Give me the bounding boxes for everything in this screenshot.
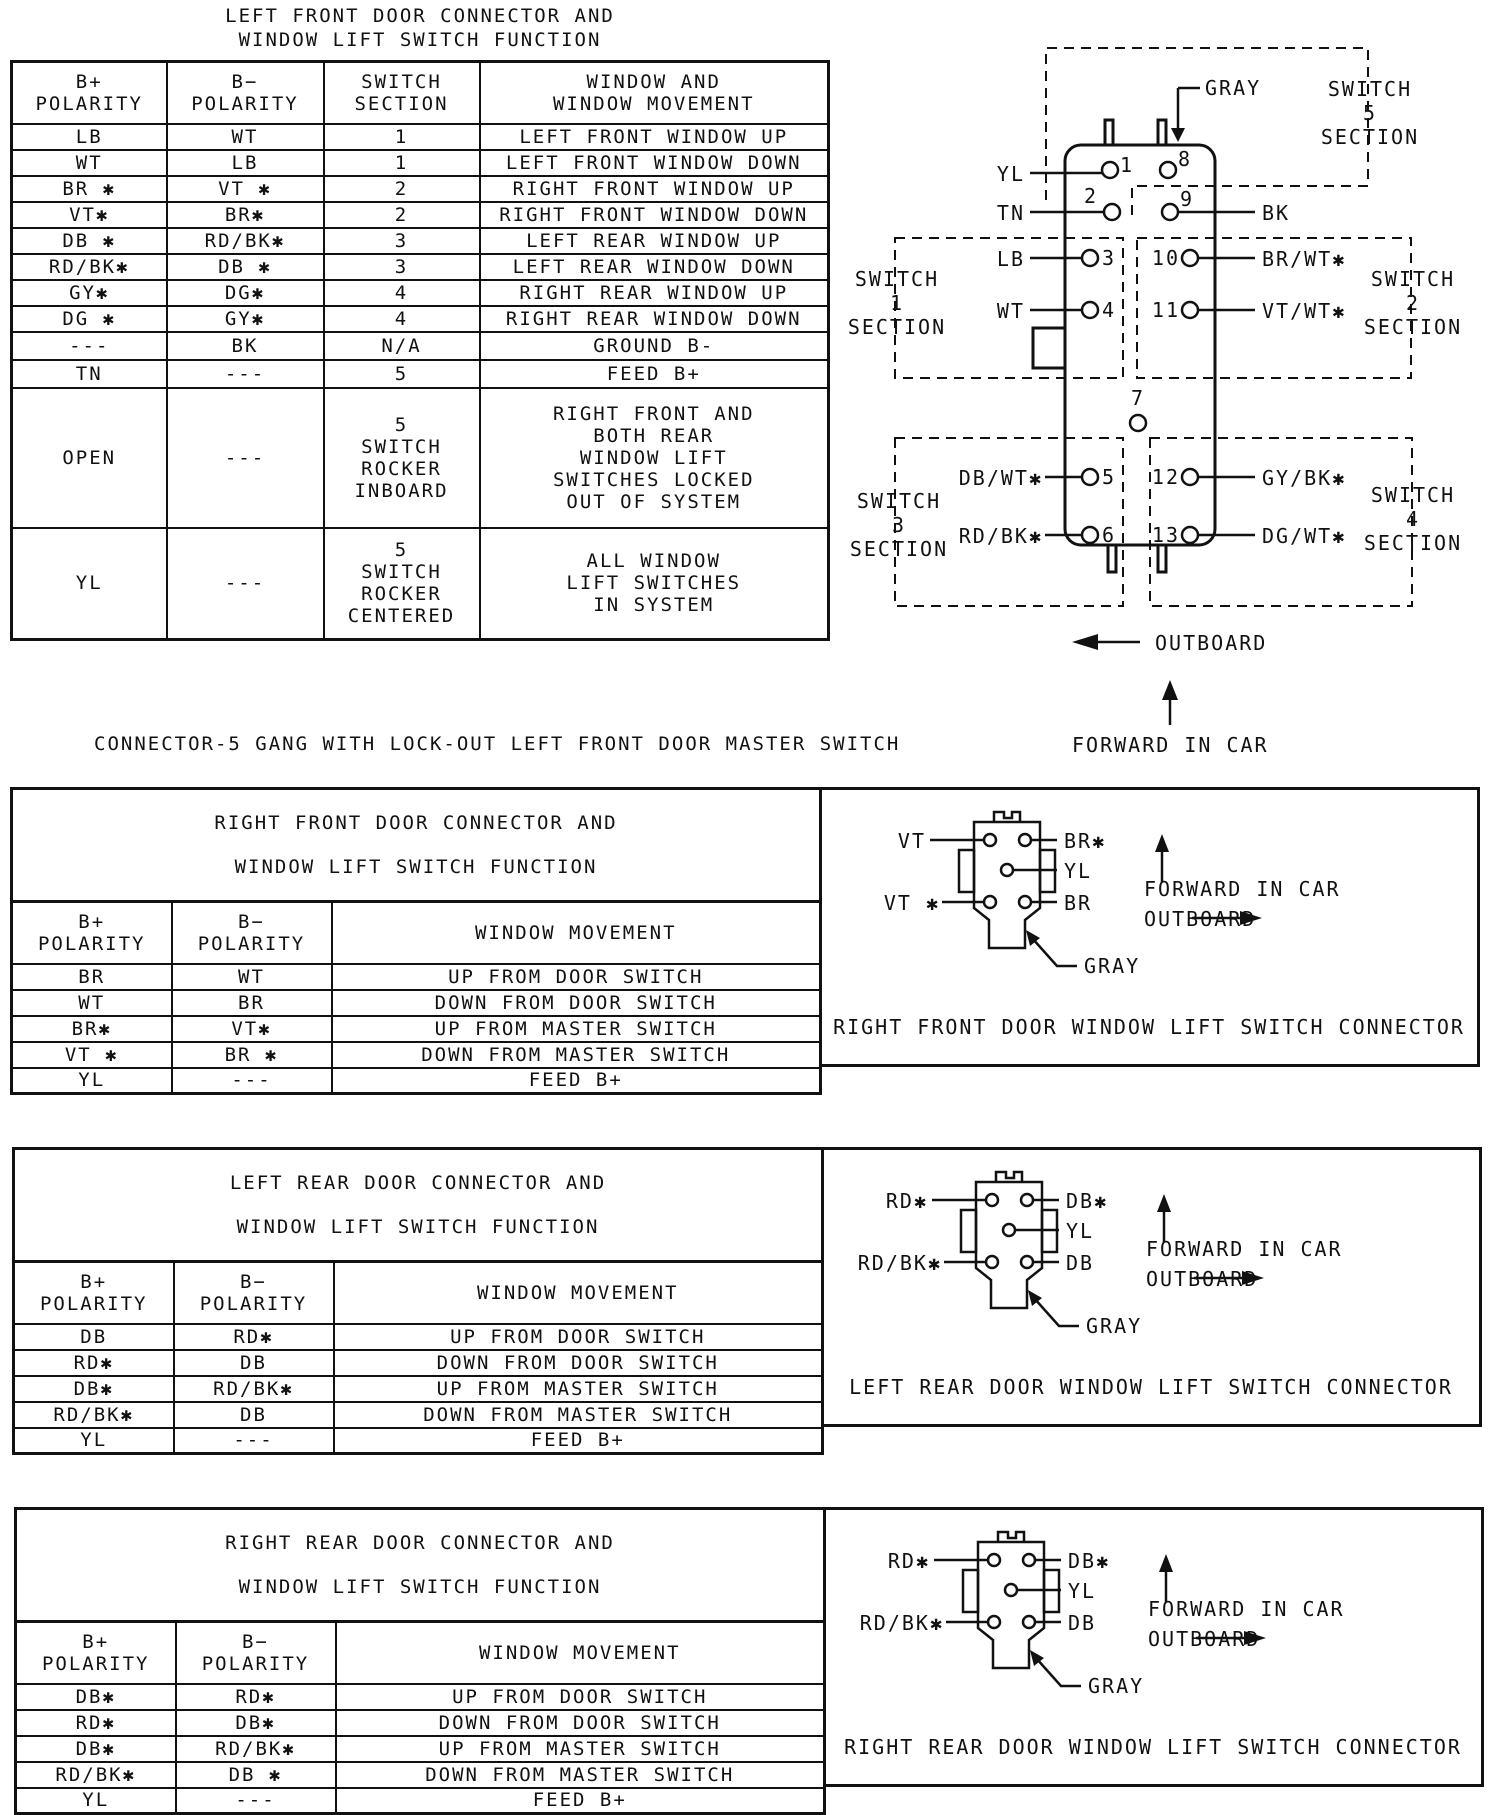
table-cell: DB ✱ — [12, 228, 167, 254]
wire-label-mr: YL — [1064, 859, 1093, 883]
pin-tr — [1021, 1194, 1033, 1206]
gray-label: GRAY — [1205, 76, 1262, 100]
lf-title-line2: WINDOW LIFT SWITCH FUNCTION — [238, 29, 602, 51]
header-cell: B− POLARITY — [172, 902, 332, 964]
table-cell: BR — [12, 964, 172, 990]
table-title-cell — [12, 789, 821, 902]
pin-label-12: 12 — [1151, 465, 1180, 489]
table-row — [14, 1428, 823, 1454]
pin-label-11: 11 — [1151, 298, 1180, 322]
table-cell: FEED B+ — [332, 1068, 821, 1094]
table-row — [12, 990, 821, 1016]
table-cell: BR ✱ — [12, 176, 167, 202]
table-cell: RD/BK✱ — [176, 1736, 336, 1762]
rr-connector-diagram — [826, 1510, 1481, 1784]
pin-label-5: 5 — [1102, 465, 1117, 489]
pin-label-13: 13 — [1151, 523, 1180, 547]
section3-box — [895, 438, 1123, 606]
forward-label: FORWARD IN CAR — [1148, 1597, 1345, 1621]
pin-8 — [1160, 162, 1176, 178]
table-cell: LB — [12, 124, 167, 150]
gray-label: GRAY — [1086, 1314, 1143, 1338]
wire-label-tr: DB✱ — [1066, 1189, 1109, 1213]
lf-connector-table — [10, 60, 830, 641]
table-cell: UP FROM DOOR SWITCH — [332, 964, 821, 990]
table-cell: FEED B+ — [336, 1788, 825, 1814]
table-cell: RD✱ — [16, 1710, 176, 1736]
pin-label-10: 10 — [1151, 246, 1180, 270]
outboard-label: OUTBOARD — [1146, 1267, 1259, 1291]
wire-label-tl: RD✱ — [885, 1189, 928, 1213]
table-row — [12, 254, 829, 280]
forward-arrow-head — [1157, 1194, 1171, 1212]
rf-connector-diagram — [822, 790, 1477, 1064]
table-cell: DB✱ — [16, 1736, 176, 1762]
table-cell: DOWN FROM DOOR SWITCH — [334, 1350, 823, 1376]
table-header-row — [16, 1622, 825, 1684]
table-cell: LEFT FRONT WINDOW UP — [480, 124, 829, 150]
table-row — [12, 528, 829, 640]
forward-label: FORWARD IN CAR — [1144, 877, 1341, 901]
table-cell: GY✱ — [167, 306, 324, 332]
forward-arrow-head — [1155, 834, 1169, 852]
pin-5 — [1082, 469, 1098, 485]
connector-caption: LEFT REAR DOOR WINDOW LIFT SWITCH CONNECTOR — [849, 1375, 1453, 1399]
lr-connector-panel — [824, 1147, 1482, 1427]
table-cell: DB — [14, 1324, 174, 1350]
pin-9 — [1162, 204, 1178, 220]
wire-label-bk: BK — [1262, 201, 1291, 225]
table-cell: BR — [172, 990, 332, 1016]
table-row — [16, 1736, 825, 1762]
table-cell: --- — [167, 528, 324, 640]
section2-label: SWITCH 2 SECTION — [1363, 267, 1463, 339]
table-cell: GY✱ — [12, 280, 167, 306]
wire-label-wt: WT — [996, 299, 1025, 323]
pin-tr — [1019, 834, 1031, 846]
pin-1 — [1102, 162, 1118, 178]
table-cell: --- — [176, 1788, 336, 1814]
table-row — [16, 1710, 825, 1736]
table-cell: YL — [12, 1068, 172, 1094]
table-cell: RD✱ — [174, 1324, 334, 1350]
table-cell: 4 — [324, 306, 480, 332]
table-row — [12, 280, 829, 306]
gray-leader — [1032, 938, 1077, 966]
header-cell: B+ POLARITY — [14, 1262, 174, 1324]
table-cell: --- — [174, 1428, 334, 1454]
left-tab — [963, 1570, 978, 1612]
rf-title-line2: WINDOW LIFT SWITCH FUNCTION — [234, 856, 598, 878]
pin-bl — [986, 1256, 998, 1268]
table-cell: LEFT REAR WINDOW UP — [480, 228, 829, 254]
pin-label-6: 6 — [1102, 523, 1117, 547]
wire-label-tl: VT — [897, 829, 926, 853]
wire-label-brwt: BR/WT✱ — [1262, 247, 1347, 271]
table-row — [12, 306, 829, 332]
table-row — [12, 360, 829, 388]
table-cell: 4 — [324, 280, 480, 306]
table-cell: N/A — [324, 332, 480, 360]
lf-master-switch-diagram — [840, 40, 1480, 760]
table-cell: 5 SWITCH ROCKER CENTERED — [324, 528, 480, 640]
table-row — [16, 1788, 825, 1814]
pin-tl — [984, 834, 996, 846]
pin-mid — [1003, 1224, 1015, 1236]
table-cell: LEFT REAR WINDOW DOWN — [480, 254, 829, 280]
table-cell: RIGHT FRONT WINDOW UP — [480, 176, 829, 202]
header-cell: WINDOW MOVEMENT — [334, 1262, 823, 1324]
pin-br — [1019, 896, 1031, 908]
wire-label-yl: YL — [996, 162, 1025, 186]
table-row — [12, 1068, 821, 1094]
left-tab — [961, 1210, 976, 1252]
table-cell: VT ✱ — [167, 176, 324, 202]
connector-latch — [998, 1532, 1024, 1542]
table-cell: RD/BK✱ — [14, 1402, 174, 1428]
wire-label-tr: DB✱ — [1068, 1549, 1111, 1573]
table-row — [12, 332, 829, 360]
header-cell: SWITCH SECTION — [324, 62, 480, 124]
table-title-row — [12, 789, 821, 902]
table-cell: DB✱ — [16, 1684, 176, 1710]
table-cell: 2 — [324, 202, 480, 228]
wire-label-bl: RD/BK✱ — [857, 1251, 942, 1275]
wire-label-br: BR — [1064, 891, 1093, 915]
bottom-clip-left — [1108, 545, 1116, 572]
table-cell: --- — [167, 360, 324, 388]
rr-title-line2: WINDOW LIFT SWITCH FUNCTION — [238, 1576, 602, 1598]
table-row — [14, 1402, 823, 1428]
table-cell: RD/BK✱ — [167, 228, 324, 254]
table-cell: DB — [174, 1350, 334, 1376]
connector-caption: RIGHT REAR DOOR WINDOW LIFT SWITCH CONNECTOR — [844, 1735, 1462, 1759]
gray-leader — [1036, 1658, 1081, 1686]
pin-7 — [1130, 415, 1146, 431]
table-cell: WT — [12, 150, 167, 176]
table-cell: BK — [167, 332, 324, 360]
table-row — [12, 964, 821, 990]
table-cell: DB ✱ — [176, 1762, 336, 1788]
table-cell: --- — [172, 1068, 332, 1094]
header-cell: B− POLARITY — [174, 1262, 334, 1324]
table-cell: 1 — [324, 124, 480, 150]
table-cell: UP FROM DOOR SWITCH — [336, 1684, 825, 1710]
table-cell: RD✱ — [14, 1350, 174, 1376]
table-row — [12, 150, 829, 176]
table-cell: 2 — [324, 176, 480, 202]
table-cell: DB — [174, 1402, 334, 1428]
pin-12 — [1182, 469, 1198, 485]
pin-4 — [1082, 302, 1098, 318]
gray-label: GRAY — [1088, 1674, 1145, 1698]
rf-connector-table — [10, 787, 822, 1095]
wire-label-rdbk: RD/BK✱ — [958, 524, 1043, 548]
pin-6 — [1082, 527, 1098, 543]
pin-label-4: 4 — [1102, 298, 1117, 322]
table-header-row — [12, 62, 829, 124]
table-title-cell — [16, 1509, 825, 1622]
rr-connector-panel — [826, 1507, 1484, 1787]
section3-label: SWITCH 3 SECTION — [849, 489, 949, 561]
table-cell: VT✱ — [12, 202, 167, 228]
wire-label-mr: YL — [1068, 1579, 1097, 1603]
table-row — [12, 202, 829, 228]
lf-table-title — [10, 4, 830, 52]
top-clip-right — [1158, 120, 1166, 145]
table-cell: RD/BK✱ — [16, 1762, 176, 1788]
table-row — [12, 124, 829, 150]
table-cell: DG ✱ — [12, 306, 167, 332]
outboard-label: OUTBOARD — [1144, 907, 1257, 931]
wire-label-tr: BR✱ — [1064, 829, 1107, 853]
table-cell: UP FROM DOOR SWITCH — [334, 1324, 823, 1350]
pin-10 — [1182, 250, 1198, 266]
table-header-row — [14, 1262, 823, 1324]
table-cell: DOWN FROM DOOR SWITCH — [332, 990, 821, 1016]
connector-latch — [996, 1172, 1022, 1182]
rf-connector-panel — [822, 787, 1480, 1067]
forward-arrow-head — [1159, 1554, 1173, 1572]
pin-br — [1023, 1616, 1035, 1628]
table-cell: YL — [16, 1788, 176, 1814]
outboard-label: OUTBOARD — [1155, 631, 1268, 655]
section5-label: SWITCH 5 SECTION — [1320, 77, 1420, 149]
table-title-cell — [14, 1149, 823, 1262]
table-cell: DB✱ — [176, 1710, 336, 1736]
header-cell: WINDOW MOVEMENT — [332, 902, 821, 964]
rr-connector-table — [14, 1507, 826, 1815]
lr-connector-diagram — [824, 1150, 1479, 1424]
table-cell: DOWN FROM DOOR SWITCH — [336, 1710, 825, 1736]
table-row — [16, 1762, 825, 1788]
forward-label: FORWARD IN CAR — [1072, 733, 1269, 757]
wire-label-bl: RD/BK✱ — [859, 1611, 944, 1635]
pin-bl — [988, 1616, 1000, 1628]
pin-label-1: 1 — [1120, 153, 1135, 177]
section1-label: SWITCH 1 SECTION — [847, 267, 947, 339]
table-row — [14, 1350, 823, 1376]
table-cell: ALL WINDOW LIFT SWITCHES IN SYSTEM — [480, 528, 829, 640]
table-cell: RIGHT REAR WINDOW DOWN — [480, 306, 829, 332]
table-header-row — [12, 902, 821, 964]
table-cell: VT ✱ — [12, 1042, 172, 1068]
table-cell: FEED B+ — [480, 360, 829, 388]
wire-label-br: DB — [1068, 1611, 1097, 1635]
table-row — [12, 228, 829, 254]
lr-connector-table — [12, 1147, 824, 1455]
pin-mid — [1005, 1584, 1017, 1596]
side-tab — [1033, 328, 1065, 368]
table-cell: 5 SWITCH ROCKER INBOARD — [324, 388, 480, 528]
wire-label-dbwt: DB/WT✱ — [958, 466, 1043, 490]
table-cell: RIGHT REAR WINDOW UP — [480, 280, 829, 306]
left-tab — [959, 850, 974, 892]
table-cell: LEFT FRONT WINDOW DOWN — [480, 150, 829, 176]
table-cell: RD/BK✱ — [12, 254, 167, 280]
pin-3 — [1082, 250, 1098, 266]
table-cell: --- — [167, 388, 324, 528]
wire-label-tl: RD✱ — [887, 1549, 930, 1573]
table-cell: FEED B+ — [334, 1428, 823, 1454]
outboard-label: OUTBOARD — [1148, 1627, 1261, 1651]
gray-arrow-head — [1171, 128, 1185, 142]
pin-label-7: 7 — [1131, 386, 1146, 410]
table-cell: UP FROM MASTER SWITCH — [336, 1736, 825, 1762]
table-cell: DB✱ — [14, 1376, 174, 1402]
section4-box — [1150, 438, 1412, 606]
table-cell: RD✱ — [176, 1684, 336, 1710]
pin-11 — [1182, 302, 1198, 318]
table-cell: YL — [14, 1428, 174, 1454]
header-cell: B+ POLARITY — [16, 1622, 176, 1684]
wire-label-lb: LB — [996, 247, 1025, 271]
table-cell: DOWN FROM MASTER SWITCH — [332, 1042, 821, 1068]
bottom-clip-right — [1158, 545, 1166, 572]
rf-title-line1: RIGHT FRONT DOOR CONNECTOR AND — [214, 812, 618, 834]
table-cell: RIGHT FRONT AND BOTH REAR WINDOW LIFT SWITCHES LOCKED OUT OF SYSTEM — [480, 388, 829, 528]
wire-label-dgwt: DG/WT✱ — [1262, 524, 1347, 548]
pin-label-8: 8 — [1178, 147, 1193, 171]
table-cell: UP FROM MASTER SWITCH — [332, 1016, 821, 1042]
table-cell: WT — [172, 964, 332, 990]
lr-title-line2: WINDOW LIFT SWITCH FUNCTION — [236, 1216, 600, 1238]
lf-caption: CONNECTOR-5 GANG WITH LOCK-OUT LEFT FRONT DOOR MASTER SWITCH — [94, 733, 901, 755]
rr-title-line1: RIGHT REAR DOOR CONNECTOR AND — [225, 1532, 615, 1554]
table-cell: 3 — [324, 254, 480, 280]
wire-label-bl: VT ✱ — [883, 891, 940, 915]
table-cell: RD/BK✱ — [174, 1376, 334, 1402]
pin-mid — [1001, 864, 1013, 876]
forward-arrow-head — [1162, 680, 1178, 700]
table-title-row — [16, 1509, 825, 1622]
header-cell: WINDOW AND WINDOW MOVEMENT — [480, 62, 829, 124]
wire-label-br: DB — [1066, 1251, 1095, 1275]
pin-label-2: 2 — [1084, 184, 1099, 208]
table-cell: WT — [12, 990, 172, 1016]
table-cell: BR✱ — [12, 1016, 172, 1042]
pin-label-3: 3 — [1102, 246, 1117, 270]
pin-tl — [986, 1194, 998, 1206]
header-cell: B− POLARITY — [176, 1622, 336, 1684]
table-row — [12, 176, 829, 202]
table-row — [16, 1684, 825, 1710]
header-cell: B+ POLARITY — [12, 62, 167, 124]
pin-label-9: 9 — [1180, 187, 1195, 211]
pin-13 — [1182, 527, 1198, 543]
table-cell: WT — [167, 124, 324, 150]
gray-label: GRAY — [1084, 954, 1141, 978]
table-row — [12, 388, 829, 528]
table-cell: 3 — [324, 228, 480, 254]
lr-title-line1: LEFT REAR DOOR CONNECTOR AND — [229, 1172, 607, 1194]
header-cell: B+ POLARITY — [12, 902, 172, 964]
table-cell: DG✱ — [167, 280, 324, 306]
table-cell: 1 — [324, 150, 480, 176]
table-cell: LB — [167, 150, 324, 176]
table-cell: RIGHT FRONT WINDOW DOWN — [480, 202, 829, 228]
outboard-arrow-head — [1072, 634, 1098, 650]
top-clip-left — [1105, 120, 1113, 145]
wire-label-gybk: GY/BK✱ — [1262, 466, 1347, 490]
table-cell: 5 — [324, 360, 480, 388]
pin-br — [1021, 1256, 1033, 1268]
table-row — [12, 1016, 821, 1042]
header-cell: B− POLARITY — [167, 62, 324, 124]
connector-latch — [994, 812, 1020, 822]
table-row — [12, 1042, 821, 1068]
table-row — [14, 1324, 823, 1350]
table-cell: GROUND B- — [480, 332, 829, 360]
table-cell: DOWN FROM MASTER SWITCH — [336, 1762, 825, 1788]
table-cell: DOWN FROM MASTER SWITCH — [334, 1402, 823, 1428]
pin-2 — [1104, 204, 1120, 220]
forward-label: FORWARD IN CAR — [1146, 1237, 1343, 1261]
wire-label-vtwt: VT/WT✱ — [1262, 299, 1347, 323]
connector-caption: RIGHT FRONT DOOR WINDOW LIFT SWITCH CONNECTOR — [833, 1015, 1465, 1039]
table-cell: TN — [12, 360, 167, 388]
table-cell: OPEN — [12, 388, 167, 528]
pin-bl — [984, 896, 996, 908]
wire-label-mr: YL — [1066, 1219, 1095, 1243]
header-cell: WINDOW MOVEMENT — [336, 1622, 825, 1684]
wire-label-tn: TN — [996, 201, 1025, 225]
lf-title-line1: LEFT FRONT DOOR CONNECTOR AND — [225, 5, 615, 27]
pin-tr — [1023, 1554, 1035, 1566]
gray-leader — [1034, 1298, 1079, 1326]
table-title-row — [14, 1149, 823, 1262]
table-cell: --- — [12, 332, 167, 360]
table-row — [14, 1376, 823, 1402]
pin-tl — [988, 1554, 1000, 1566]
table-cell: DB ✱ — [167, 254, 324, 280]
section4-label: SWITCH 4 SECTION — [1363, 483, 1463, 555]
table-cell: BR ✱ — [172, 1042, 332, 1068]
table-cell: VT✱ — [172, 1016, 332, 1042]
table-cell: YL — [12, 528, 167, 640]
table-cell: BR✱ — [167, 202, 324, 228]
table-cell: UP FROM MASTER SWITCH — [334, 1376, 823, 1402]
